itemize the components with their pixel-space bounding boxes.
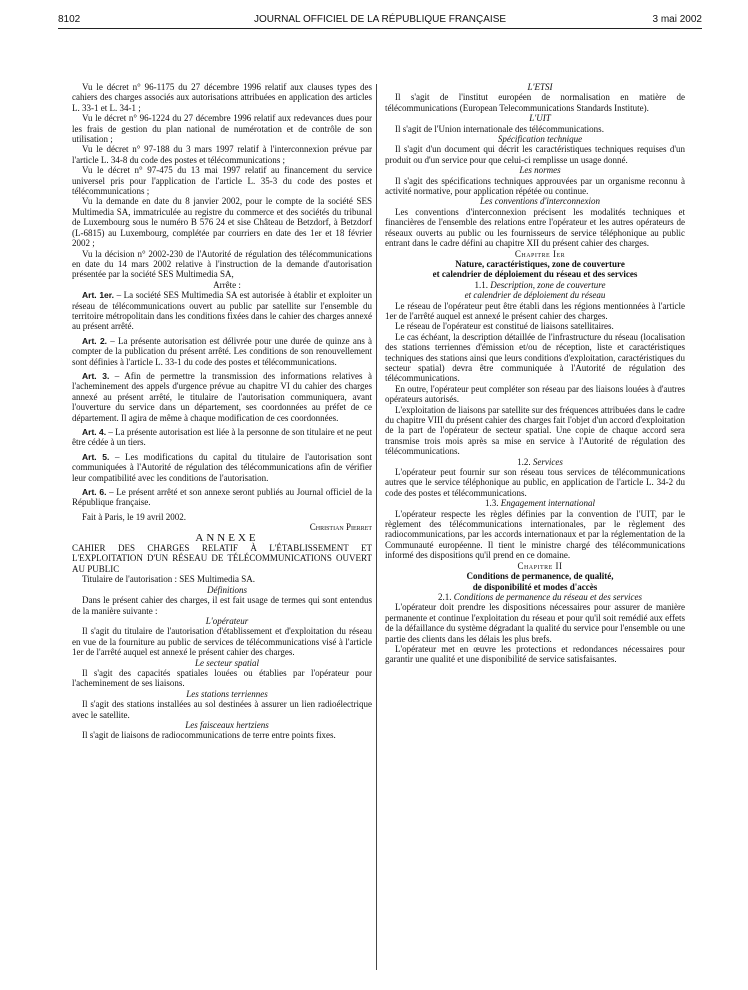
chapter-title-line: Conditions de permanence, de qualité,	[466, 571, 614, 582]
journal-title: JOURNAL OFFICIEL DE LA RÉPUBLIQUE FRANÇAISE	[253, 14, 507, 25]
chapter-title-line: Nature, caractéristiques, zone de couverture	[455, 258, 625, 269]
definition-text: Il s'agit de l'Union internationale des télécommunications.	[395, 123, 604, 134]
chapter-label: Chapitre II	[517, 560, 563, 571]
article-label: Art. 1er.	[82, 290, 114, 301]
definition-term: Les stations terriennes	[186, 688, 268, 699]
right-column	[385, 82, 685, 665]
body-paragraph: Le cas échéant, la description détaillée de l'infrastructure du réseau (localisation des stations terriennes d'émission et/ou de réception, liste et caractéristiques techniques des stations ainsi que leurs conditions d'exploitation, caractéristiques du secteur spatial) devra être communiquée à l'Autorité de régulation des télécommunications.	[385, 331, 685, 384]
definitions-heading: Définitions	[207, 584, 247, 595]
article-paragraph	[72, 487, 372, 508]
definition-term: L'opérateur	[205, 615, 249, 626]
article-text: – Afin de permettre la transmission des informations relatives à l'acheminement des appels d'urgence prévue au chapitre VI du cahier des charges annexé au présent arrêté, le titulaire de l'autorisation communiquera, avant l'ouverture du service dans un département, ses coordonnées au préfet de ce département. Il agira de même à chaque modification de ces coordonnées.	[72, 370, 372, 423]
definition-term: Les normes	[519, 165, 561, 176]
column-divider	[376, 84, 377, 970]
left-column	[72, 82, 372, 741]
section-title: Conditions de permanence du réseau et des services	[453, 591, 642, 602]
vu-paragraph: Vu le décret n° 97-188 du 3 mars 1997 relatif à l'interconnexion prévue par l'article L. 34-8 du code des postes et télécommunications ;	[72, 144, 372, 165]
chapter-title	[385, 571, 685, 592]
definitions-intro: Dans le présent cahier des charges, il est fait usage de termes qui sont entendus de la manière suivante :	[72, 595, 372, 616]
fait-line: Fait à Paris, le 19 avril 2002.	[82, 511, 186, 522]
section-title: et calendrier de déploiement du réseau	[464, 290, 606, 301]
section-title: Engagement international	[500, 498, 595, 509]
article-label: Art. 2.	[82, 335, 108, 346]
section-number: 1.3.	[485, 498, 499, 509]
section-number: 1.2.	[517, 456, 531, 467]
vu-paragraph: Vu le décret n° 96-1224 du 27 décembre 1996 relatif aux redevances dues pour les frais de gestion du plan national de numérotation et de contrôle de son utilisation ;	[72, 113, 372, 145]
body-paragraph: Le réseau de l'opérateur est constitué de liaisons satellitaires.	[395, 321, 614, 332]
annexe-heading: ANNEXE	[195, 531, 259, 544]
definition-text: Il s'agit des capacités spatiales louées ou établies par l'opérateur pour l'acheminement de ses liaisons.	[72, 667, 372, 689]
definition-text: Il s'agit du titulaire de l'autorisation d'établissement et d'exploitation du réseau en vue de la fourniture au public de services de télécommunications visé à l'article 1er de l'arrêté auquel est annexé le présent cahier des charges.	[72, 626, 372, 658]
chapter-title-line: de disponibilité et modes d'accès	[472, 581, 598, 592]
definition-text: Il s'agit de l'institut européen de normalisation en matière de télécommunications (European Telecommunications Standards Institute).	[385, 92, 685, 113]
article-paragraph	[72, 371, 372, 423]
article-label: Art. 5.	[82, 451, 110, 462]
definition-term: L'UIT	[529, 113, 551, 124]
definition-term: Les conventions d'interconnexion	[479, 196, 601, 207]
definition-term: Les faisceaux hertziens	[185, 719, 269, 730]
article-label: Art. 3.	[82, 370, 110, 381]
definition-text: Les conventions d'interconnexion précisent les modalités techniques et financières de l'ensemble des relations entre l'opérateur et les autres opérateurs de réseaux ouverts au public ou les fournisseurs de service téléphonique au public entrant dans le cadre défini au chapitre XII du présent cahier des charges.	[385, 206, 685, 249]
body-paragraph: En outre, l'opérateur peut compléter son réseau par des liaisons louées à d'autres opérateurs autorisés.	[385, 383, 685, 405]
article-text: – La présente autorisation est liée à la personne de son titulaire et ne peut être cédée à un tiers.	[72, 427, 372, 448]
body-paragraph: L'opérateur peut fournir sur son réseau tous services de télécommunications autres que le service téléphonique au public, en application de l'article L. 34-2 du code des postes et télécommunications.	[385, 467, 685, 498]
signature: Christian Pierret	[309, 522, 372, 533]
vu-paragraph: Vu le décret n° 97-475 du 13 mai 1997 relatif au financement du service universel pris pour l'application de l'article L. 35-3 du code des postes et télécommunications ;	[72, 165, 372, 197]
section-title: Description, zone de couverture	[490, 279, 606, 290]
body-paragraph: L'opérateur respecte les règles définies par la convention de l'UIT, par le règlement des télécommunications internationales, par le règlement des radiocommunications, par les accords internationaux et par la réglementation de la Communauté européenne. Il tient le ministre chargé des télécommunications informé des dispositions qu'il prend en ce domaine.	[385, 508, 685, 561]
page-number: 8102	[58, 14, 81, 25]
vu-paragraph: Vu le décret n° 96-1175 du 27 décembre 1996 relatif aux clauses types des cahiers des charges associés aux autorisations attribuées en application des articles L. 33-1 et L. 34-1 ;	[72, 82, 372, 113]
body-paragraph: L'opérateur met en œuvre les protections et redondances nécessaires pour garantir une qualité et une disponibilité de service satisfaisantes.	[385, 643, 685, 665]
body-paragraph: Le réseau de l'opérateur peut être établi dans les régions mentionnées à l'article 1er de l'arrêté auquel est annexé le présent cahier des charges.	[385, 300, 685, 321]
article-text: – La société SES Multimedia SA est autorisée à établir et exploiter un réseau de télécommunications ouvert au public par satellite sur l'ensemble du territoire métropolitain dans les conditions fixées dans le cahier des charges annexé au présent arrêté.	[72, 290, 373, 332]
article-label: Art. 4.	[82, 427, 107, 437]
body-paragraph: L'opérateur doit prendre les dispositions nécessaires pour assurer de manière permanente et continue l'exploitation du réseau et pour qu'il soit remédié aux effets de la défaillance du système dégradant la qualité du service pour l'ensemble ou une partie des clients dans les délais les plus brefs.	[385, 602, 685, 644]
section-title: Services	[532, 456, 563, 467]
arrete-heading: Arrête :	[213, 279, 241, 290]
section-number: 1.1.	[474, 279, 489, 290]
body-paragraph: L'exploitation de liaisons par satellite sur des fréquences attribuées dans le cadre du chapitre VIII du présent cahier des charges fait l'objet d'un accord d'exploitation de la part de l'opérateur de secteur spatial. Une copie de chaque accord sera transmise trois mois après sa mise en service à l'Autorité de régulation des télécommunications.	[385, 404, 685, 457]
definition-text: Il s'agit des stations installées au sol destinées à assurer un lien radioélectrique avec le satellite.	[72, 699, 372, 720]
article-paragraph	[72, 427, 372, 448]
article-text: – La présente autorisation est délivrée pour une durée de quinze ans à compter de la publication du présent arrêté. Les conditions de son renouvellement sont définies à l'article L. 33-1 du code des postes et télécommunications.	[72, 335, 373, 367]
chapter-label: Chapitre Ier	[514, 248, 566, 259]
definition-term: L'ETSI	[527, 82, 553, 92]
section-heading	[385, 498, 685, 508]
cahier-title: CAHIER DES CHARGES RELATIF À L'ÉTABLISSEMENT ET L'EXPLOITATION D'UN RÉSEAU DE TÉLÉCOMMUNICATIONS OUVERT AU PUBLIC	[72, 543, 372, 574]
article-paragraph	[72, 290, 372, 332]
definition-text: Il s'agit d'un document qui décrit les caractéristiques techniques requises d'un produit ou d'un service pour que celui-ci remplisse un usage donné.	[385, 144, 685, 165]
titulaire-line: Titulaire de l'autorisation : SES Multimedia SA.	[82, 574, 256, 585]
article-paragraph	[72, 336, 372, 367]
section-heading	[385, 457, 685, 467]
article-text: – Les modifications du capital du titulaire de l'autorisation sont communiquées à l'Autorité de régulation des télécommunications afin de vérifier leur compatibilité avec les conditions de l'autorisation.	[72, 451, 373, 483]
section-heading	[385, 592, 685, 602]
chapter-title	[385, 259, 685, 280]
definition-term: Le secteur spatial	[195, 657, 259, 668]
definition-text: Il s'agit des spécifications techniques approuvées par un organisme reconnu à activité normative, pour application répétée ou continue.	[385, 175, 685, 197]
section-number: 2.1.	[438, 591, 452, 602]
issue-date: 3 mai 2002	[652, 14, 702, 25]
section-heading	[385, 280, 685, 301]
article-paragraph	[72, 452, 372, 483]
article-label: Art. 6.	[82, 487, 107, 498]
vu-paragraph: Vu la décision n° 2002-230 de l'Autorité de régulation des télécommunications en date du 14 mars 2002 relative à l'instruction de la demande d'autorisation présentée par la société SES Multimedia SA,	[72, 248, 372, 280]
vu-paragraph: Vu la demande en date du 8 janvier 2002, pour le compte de la société SES Multimedia SA, immatriculée au registre du commerce et des sociétés du tribunal de Luxembourg sous le numéro B 576 24 et sise Château de Betzdorf, à Betzdorf (L-6815) au Luxembourg, complétée par courriers en date des 1er et 18 février 2002 ;	[72, 196, 372, 249]
header-rule	[58, 28, 702, 29]
definition-term: Spécification technique	[497, 134, 583, 145]
chapter-title-line: et calendrier de déploiement du réseau et des services	[432, 269, 638, 280]
definition-text: Il s'agit de liaisons de radiocommunications de terre entre points fixes.	[82, 730, 336, 741]
article-text: – Le présent arrêté et son annexe seront publiés au Journal officiel de la République française.	[72, 487, 372, 508]
